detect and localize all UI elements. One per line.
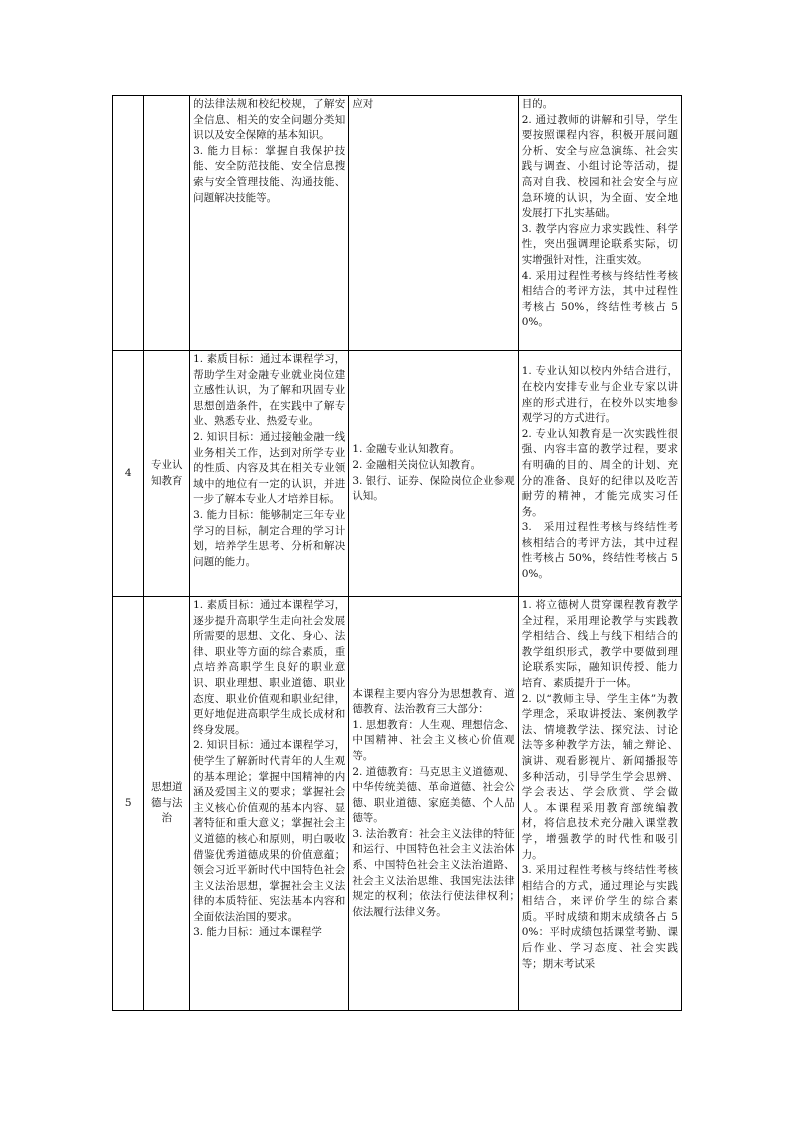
content-cell	[349, 96, 518, 351]
objective-paragraph: 2. 知识目标：通过本课程学习，使学生了解新时代青年的人生观的基本理论；掌握中国精神的内涵及爱国主义的要求；掌握社会主义核心价值观的基本内容、显著特征和重大意义；掌握社会主义道德的核心和原则，明白吸收借鉴优秀道德成果的价值意蕴；领会习近平新时代中国特色社会主义法治思想，掌握社会主义法律的本质特征、宪法基本内容和全面依法治国的要求。	[193, 739, 346, 923]
course-name-cell	[144, 96, 190, 351]
course-name-cell: 专业认知教育	[144, 351, 190, 597]
content-paragraph: 2. 金融相关岗位认知教育。	[352, 458, 482, 471]
content-cell	[349, 597, 526, 1011]
objective-paragraph: 3. 能力目标：能够制定三年专业学习的目标，制定合理的学习计划，培养学生思考、分析和解决问题的能力。	[193, 508, 346, 568]
content-paragraph: 应对	[352, 98, 374, 110]
objective-paragraph: 的法律法规和校纪校规，了解安全信息、相关的安全问题分类知识以及安全保障的基本知识。	[193, 98, 346, 142]
objective-paragraph: 2. 知识目标：通过接触金融一线业务相关工作，达到对所学专业的性质、内容及其在相关专业领域中的地位有一定的认识，并进一步了解本专业人才培养目标。	[193, 430, 346, 506]
row-number-cell	[113, 96, 144, 351]
requirement-paragraph: 4. 采用过程性考核与终结性考核相结合的考评方法，其中过程性考核占 50%，终结性考核占 50%。	[521, 269, 678, 329]
requirement-paragraph: 3. 采用过程性考核与终结性考核相结合的考评方法，其中过程性考核占 50%，终结性考核占 50%。	[521, 521, 678, 581]
course-name-cell: 思想道德与法治	[144, 597, 190, 1011]
requirement-paragraph: 目的。	[521, 98, 554, 110]
content-paragraph: 3. 法治教育：社会主义法律的特征和运行、中国特色社会主义法治体系、中国特色社会主义法治道路、社会主义法治思维、我国宪法法律规定的权利；依法行使法律权利； 依法履行法律义务。	[352, 827, 526, 918]
requirement-paragraph: 1. 将立德树人贯穿课程教育教学全过程，采用理论教学与实践教学相结合、线上与线下相结合的教学组织形式，教学中要做到理论联系实际，融知识传授、能力培育、素质提升于一体。	[521, 599, 678, 689]
requirement-paragraph: 2. 以“教师主导、学生主体”为教学理念，采取讲授法、案例教学法、情境教学法、探究法、讨论法等多种教学方法，辅之辩论、演讲、观看影视片、新闻播报等多种活动，引导学生学会思辨、学会表达、学会欣赏、学会做人。本课程采用教育部统编教材，将信息技术充分融入课堂教学，增强教学的时代性和吸引力。	[521, 692, 678, 861]
requirement-paragraph: 1. 专业认知以校内外结合进行，在校内安排专业与企业专家以讲座的形式进行，在校外以实地参观学习的方式进行。	[521, 365, 678, 425]
requirements-cell	[518, 96, 681, 351]
objective-paragraph: 1. 素质目标：通过本课程学习，逐步提升高职学生走向社会发展所需要的思想、文化、身心、法律、职业等方面的综合素质，重点培养高职学生良好的职业意识、职业理想、职业道德、职业态度、职业价值观和职业纪律，更好地促进高职学生成长成材和终身发展。	[193, 599, 346, 736]
requirement-paragraph: 3. 采用过程性考核与终结性考核相结合的方式，通过理论与实践相结合，来评价学生的综合素质。平时成绩和期末成绩各占 50%：平时成绩包括课堂考勤、课后作业、学习态度、社会实践等；期末考试采	[521, 864, 678, 970]
objective-paragraph: 3. 能力目标：通过本课程学	[193, 926, 322, 939]
objective-paragraph: 1. 素质目标：通过本课程学习，帮助学生对金融专业就业岗位建立感性认识，为了解和巩固专业思想创造条件，在实践中了解专业、熟悉专业、热爱专业。	[193, 353, 346, 428]
requirements-cell	[518, 351, 681, 597]
requirements-cell	[518, 597, 681, 1011]
row-number-cell: 4	[113, 351, 144, 597]
requirement-paragraph: 2. 专业认知教育是一次实践性很强、内容丰富的教学过程，要求有明确的目的、周全的计划、充分的准备、良好的纪律以及吃苦耐劳的精神，才能完成实习任务。	[521, 427, 678, 518]
requirement-paragraph: 3. 教学内容应力求实践性、科学性，突出强调理论联系实际，切实增强针对性，注重实效。	[521, 222, 678, 266]
content-cell	[349, 351, 518, 597]
course-table	[112, 95, 682, 1011]
objectives-cell	[190, 597, 349, 1011]
requirement-paragraph: 2. 通过教师的讲解和引导，学生要按照课程内容，积极开展问题分析、安全与应急演练、社会实践与调查、小组讨论等活动，提高对自我、校园和社会安全与应急环境的认识，为全面、安全地发展打下扎实基础。	[521, 113, 678, 220]
content-paragraph: 1. 金融专业认知教育。	[352, 443, 461, 456]
table-row	[113, 96, 682, 351]
content-paragraph: 3. 银行、证券、保险岗位企业参观认知。	[352, 474, 515, 503]
objectives-cell	[190, 351, 349, 597]
content-paragraph: 本课程主要内容分为思想教育、道德教育、法治教育三大部分：	[352, 687, 515, 716]
table-row	[113, 597, 682, 1011]
content-paragraph: 1. 思想教育：人生观、理想信念、中国精神、社会主义核心价值观等。	[352, 718, 515, 762]
objectives-cell	[190, 96, 349, 351]
content-paragraph: 2. 道德教育：马克思主义道德观、中华传统美德、革命道德、社会公德、职业道德、家庭美德、个人品德等。	[352, 765, 515, 825]
row-number-cell: 5	[113, 597, 144, 1011]
table-row	[113, 351, 682, 597]
objective-paragraph: 3. 能力目标：掌握自我保护技能、安全防范技能、安全信息搜索与安全管理技能、沟通技能、问题解决技能等。	[193, 144, 346, 204]
